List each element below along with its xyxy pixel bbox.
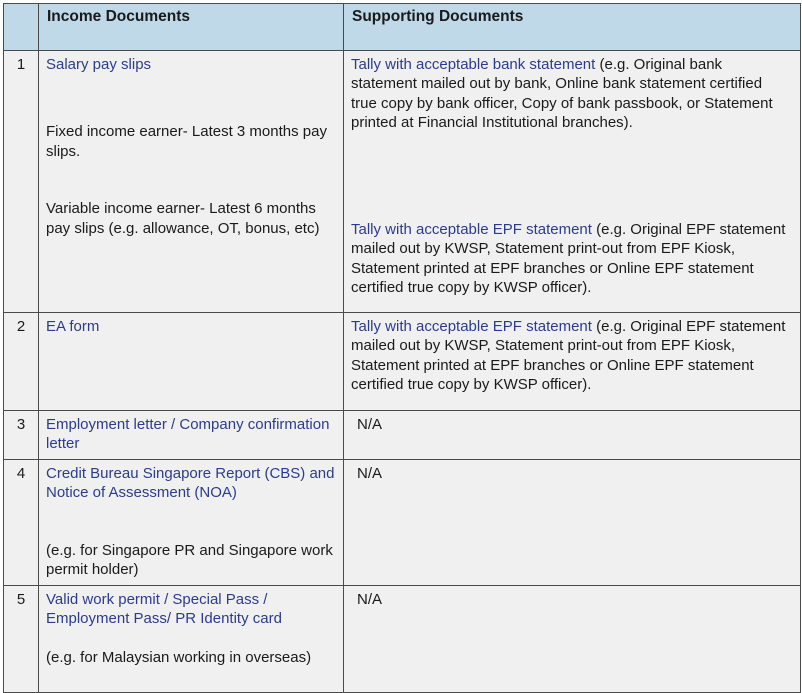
epf-statement-requirement (351, 317, 792, 394)
row-number: 4 (4, 460, 39, 586)
income-document-note: (e.g. for Singapore PR and Singapore work permit holder) (46, 542, 333, 579)
bank-statement-requirement (351, 55, 792, 220)
header-row (4, 4, 801, 51)
income-documents-cell (39, 411, 344, 460)
epf-statement-details: (e.g. Original EPF statement mailed out by KWSP, Statement print-out from EPF Kiosk, Statement printed at EPF branches or Online EPF statement certified true copy by KWSP officer). (351, 318, 786, 393)
not-applicable-text: N/A (357, 416, 383, 433)
table-row (4, 411, 801, 460)
header-number-cell (4, 4, 39, 51)
documents-table (3, 3, 801, 693)
header-supporting-documents: Supporting Documents (344, 4, 801, 51)
tally-epf-statement-link: Tally with acceptable EPF statement (351, 318, 592, 335)
income-document-title: Credit Bureau Singapore Report (CBS) and Notice of Assessment (NOA) (46, 465, 335, 502)
tally-epf-statement-link: Tally with acceptable EPF statement (351, 221, 592, 238)
header-income-documents: Income Documents (39, 4, 344, 51)
supporting-documents-cell (344, 460, 801, 586)
epf-statement-details: (e.g. Original EPF statement mailed out by KWSP, Statement print-out from EPF Kiosk, Statement printed at EPF branches or Online EPF statement certified true copy by KWSP officer). (351, 221, 786, 296)
income-document-title: Salary pay slips (46, 56, 152, 73)
income-documents-cell (39, 586, 344, 693)
income-documents-cell (39, 313, 344, 411)
epf-statement-requirement (351, 220, 792, 297)
income-document-title: Valid work permit / Special Pass / Employment Pass/ PR Identity card (46, 591, 282, 628)
income-document-note: (e.g. for Malaysian working in overseas) (46, 649, 312, 666)
tally-bank-statement-link: Tally with acceptable bank statement (351, 56, 596, 73)
income-documents-cell (39, 460, 344, 586)
table-row (4, 313, 801, 411)
table-row (4, 51, 801, 313)
row-number: 2 (4, 313, 39, 411)
supporting-documents-cell (344, 313, 801, 411)
supporting-documents-cell (344, 586, 801, 693)
income-documents-cell (39, 51, 344, 313)
fixed-income-description: Fixed income earner- Latest 3 months pay slips. (46, 123, 327, 160)
supporting-documents-cell (344, 411, 801, 460)
table-row (4, 460, 801, 586)
row-number: 1 (4, 51, 39, 313)
not-applicable-text: N/A (357, 591, 383, 608)
row-number: 3 (4, 411, 39, 460)
variable-income-description: Variable income earner- Latest 6 months pay slips (e.g. allowance, OT, bonus, etc) (46, 200, 320, 237)
income-document-title: EA form (46, 318, 100, 335)
supporting-documents-cell (344, 51, 801, 313)
table-row (4, 586, 801, 693)
income-document-title: Employment letter / Company confirmation letter (46, 416, 330, 453)
not-applicable-text: N/A (357, 465, 383, 482)
bank-statement-details: (e.g. Original bank statement mailed out by bank, Online bank statement certified true copy by bank officer, Copy of bank passbook, or Statement printed at Financial Institutional branches). (351, 56, 773, 131)
row-number: 5 (4, 586, 39, 693)
